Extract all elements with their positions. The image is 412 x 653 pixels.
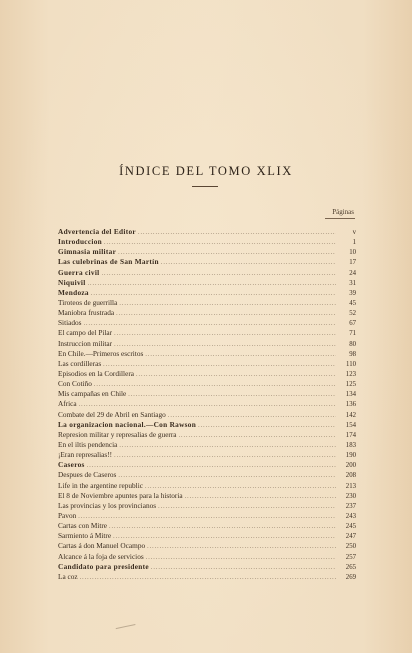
toc-entry-page: 257 xyxy=(345,553,356,561)
dot-leader xyxy=(109,522,336,531)
dot-leader xyxy=(158,502,336,511)
toc-entry-title: Guerra civil xyxy=(58,267,100,277)
toc-entry-page: 174 xyxy=(345,431,356,439)
dot-leader xyxy=(185,492,336,501)
toc-entry-title: La organizacion nacional.—Con Rawson xyxy=(58,419,197,429)
toc-entry-page: 125 xyxy=(345,381,356,389)
toc-entry xyxy=(58,257,356,267)
pages-header-rule xyxy=(325,218,355,219)
dot-leader xyxy=(136,370,336,379)
toc-entry-page: 136 xyxy=(345,401,356,409)
dot-leader xyxy=(84,319,336,328)
toc-entry xyxy=(58,369,356,379)
dot-leader xyxy=(118,471,336,480)
toc-entry-title: Mendoza xyxy=(58,287,89,297)
dot-leader xyxy=(138,228,336,237)
toc-entry xyxy=(58,511,356,521)
dot-leader xyxy=(102,269,337,278)
toc-entry-title: Con Cotiño xyxy=(58,379,92,389)
toc-entry xyxy=(58,278,356,288)
toc-entry-page: 250 xyxy=(345,543,356,551)
toc-entry-title: Mis campañas en Chile xyxy=(58,389,127,399)
dot-leader xyxy=(87,461,336,470)
toc-entry-page: 17 xyxy=(349,259,356,267)
toc-entry-page: 52 xyxy=(349,310,356,318)
toc-entry-page: 24 xyxy=(349,269,356,277)
toc-entry-page: 154 xyxy=(345,421,356,429)
toc-entry-title: Alcance á la foja de servicios xyxy=(58,551,144,561)
toc-entry-page: 190 xyxy=(345,452,356,460)
toc-entry-page: 110 xyxy=(346,360,356,368)
toc-entry-page: 208 xyxy=(345,472,356,480)
toc-entry xyxy=(58,572,356,582)
toc-entry-page: 269 xyxy=(345,573,356,581)
toc-entry xyxy=(58,318,356,328)
toc-entry xyxy=(58,379,356,389)
toc-entry xyxy=(58,268,356,278)
table-of-contents xyxy=(58,227,356,582)
dot-leader xyxy=(91,289,336,298)
toc-entry-title: Las provincias y los provincianos xyxy=(58,500,157,510)
dot-leader xyxy=(118,248,336,257)
dot-leader xyxy=(145,482,336,491)
title-rule xyxy=(192,186,218,187)
toc-entry-page: 45 xyxy=(349,299,356,307)
toc-entry-page: 200 xyxy=(345,462,356,470)
toc-entry-title: Advertencia del Editor xyxy=(58,227,136,236)
toc-entry-page: 243 xyxy=(345,512,356,520)
dot-leader xyxy=(151,563,336,572)
toc-entry-title: Life in the argentine republic xyxy=(58,480,143,490)
toc-entry-title: Las cordilleras xyxy=(58,358,102,368)
toc-entry xyxy=(58,562,356,572)
toc-entry-title: Episodios en la Cordillera xyxy=(58,368,134,378)
toc-entry xyxy=(58,339,356,349)
toc-entry xyxy=(58,470,356,480)
dot-leader xyxy=(198,421,336,430)
toc-entry-page: 183 xyxy=(345,441,356,449)
toc-entry-title: Maniobra frustrada xyxy=(58,308,115,318)
toc-entry-page: 142 xyxy=(345,411,356,419)
toc-entry-page: v xyxy=(352,229,356,236)
toc-entry xyxy=(58,227,356,237)
toc-entry-title: En Chile.—Primeros escritos xyxy=(58,348,144,358)
toc-entry xyxy=(58,399,356,409)
toc-entry-page: 213 xyxy=(345,482,356,490)
toc-entry xyxy=(58,460,356,470)
toc-entry-page: 80 xyxy=(349,340,356,348)
toc-entry-title: Gimnasia militar xyxy=(58,247,117,257)
toc-entry-title: En el iltis pendencia xyxy=(58,439,118,449)
index-title: ÍNDICE DEL TOMO XLIX xyxy=(119,164,293,178)
dot-leader xyxy=(94,380,336,389)
toc-entry xyxy=(58,501,356,511)
dot-leader xyxy=(103,360,336,369)
toc-entry xyxy=(58,288,356,298)
dot-leader xyxy=(104,238,336,247)
toc-entry-title: El campo del Pilar xyxy=(58,328,113,338)
toc-entry xyxy=(58,237,356,247)
toc-entry-page: 10 xyxy=(349,249,356,257)
toc-entry-title: Cartas á don Manuel Ocampo xyxy=(58,541,146,551)
dot-leader xyxy=(114,329,336,338)
toc-entry-title: Combate del 29 de Abril en Santiago xyxy=(58,409,166,419)
toc-entry xyxy=(58,410,356,420)
pages-column-header: Páginas xyxy=(332,208,354,216)
toc-entry-title: Candidato para presidente xyxy=(58,561,149,571)
toc-entry-page: 265 xyxy=(345,563,356,571)
toc-entry xyxy=(58,481,356,491)
toc-entry-page: 1 xyxy=(352,239,356,247)
dot-leader xyxy=(179,431,336,440)
toc-entry-title: Las culebrinas de San Martín xyxy=(58,257,159,267)
toc-entry xyxy=(58,430,356,440)
toc-entry-page: 245 xyxy=(345,523,356,531)
toc-entry xyxy=(58,552,356,562)
toc-entry-title: ¡Eran represalias!! xyxy=(58,450,113,460)
paper-mark xyxy=(116,624,137,633)
toc-entry-title: Represion militar y represalias de guerra xyxy=(58,429,177,439)
toc-entry xyxy=(58,440,356,450)
toc-entry-title: Despues de Caseros xyxy=(58,470,117,480)
toc-entry-page: 237 xyxy=(345,502,356,510)
toc-entry xyxy=(58,389,356,399)
dot-leader xyxy=(88,279,336,288)
toc-entry-title: Introduccion xyxy=(58,237,103,247)
toc-entry-title: Sarmiento á Mitre xyxy=(58,531,112,541)
toc-entry-title: El 8 de Noviembre apuntes para la historia xyxy=(58,490,183,500)
toc-entry-title: La coz xyxy=(58,571,78,581)
toc-entry-page: 31 xyxy=(349,279,356,287)
dot-leader xyxy=(128,390,336,399)
dot-leader xyxy=(146,553,336,562)
toc-entry-title: Sitiados xyxy=(58,318,82,328)
toc-entry-page: 123 xyxy=(345,370,356,378)
dot-leader xyxy=(114,340,336,349)
toc-entry-title: Africa xyxy=(58,399,77,409)
toc-entry-page: 98 xyxy=(349,350,356,358)
toc-entry-title: Pavon xyxy=(58,510,77,520)
toc-entry-page: 71 xyxy=(349,330,356,338)
toc-entry xyxy=(58,349,356,359)
toc-entry xyxy=(58,328,356,338)
dot-leader xyxy=(147,542,336,551)
toc-entry-title: Caseros xyxy=(58,460,85,470)
dot-leader xyxy=(119,441,336,450)
toc-entry xyxy=(58,298,356,308)
toc-entry xyxy=(58,420,356,430)
dot-leader xyxy=(119,299,336,308)
toc-entry-page: 247 xyxy=(345,533,356,541)
toc-entry xyxy=(58,541,356,551)
toc-entry xyxy=(58,450,356,460)
toc-entry xyxy=(58,531,356,541)
toc-entry-page: 67 xyxy=(349,320,356,328)
dot-leader xyxy=(78,512,336,521)
toc-entry-title: Instruccion militar xyxy=(58,338,113,348)
toc-entry xyxy=(58,247,356,257)
dot-leader xyxy=(114,451,336,460)
toc-entry-title: Niquivil xyxy=(58,277,86,287)
toc-entry xyxy=(58,359,356,369)
toc-entry xyxy=(58,308,356,318)
dot-leader xyxy=(145,350,336,359)
toc-entry-page: 39 xyxy=(349,289,356,297)
toc-entry-title: Tiroteos de guerrilla xyxy=(58,297,118,307)
dot-leader xyxy=(113,532,336,541)
dot-leader xyxy=(79,400,336,409)
toc-entry-page: 134 xyxy=(345,391,356,399)
dot-leader xyxy=(168,411,336,420)
dot-leader xyxy=(80,573,336,582)
dot-leader xyxy=(161,258,336,267)
toc-entry-title: Cartas con Mitre xyxy=(58,521,108,531)
toc-entry xyxy=(58,521,356,531)
dot-leader xyxy=(116,309,336,318)
toc-entry-page: 230 xyxy=(345,492,356,500)
toc-entry xyxy=(58,491,356,501)
